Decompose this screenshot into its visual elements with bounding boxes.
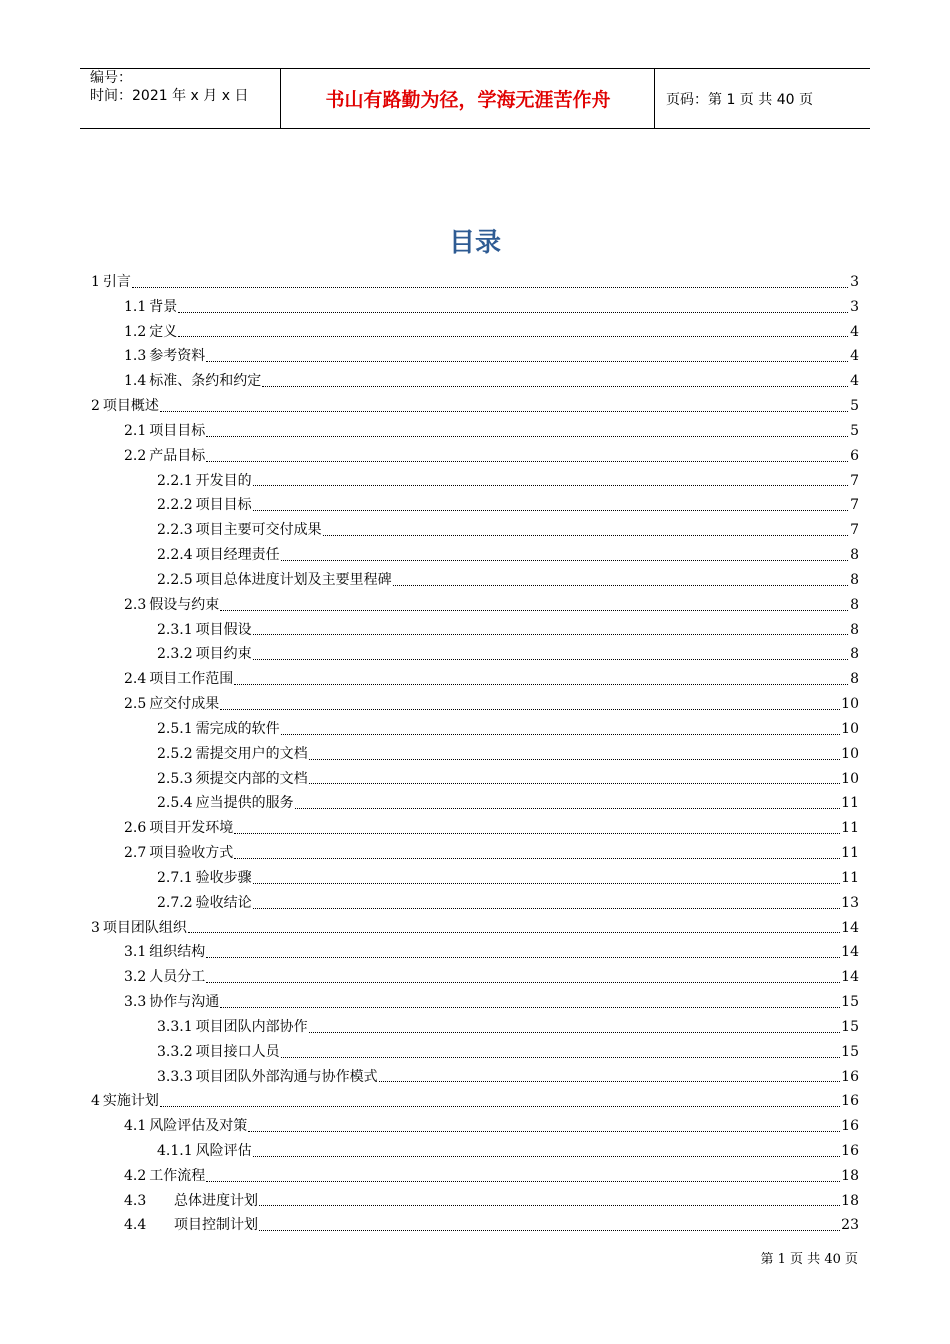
toc-leader-dots <box>220 609 848 611</box>
toc-entry[interactable] <box>91 344 859 369</box>
toc-entry-title: 标准、条约和约定 <box>149 373 262 390</box>
toc-entry-title: 风险评估 <box>195 1142 252 1159</box>
toc-entry[interactable] <box>91 493 859 518</box>
header-meta <box>90 69 280 105</box>
toc-entry-number: 3.3.1 <box>157 1018 193 1035</box>
toc-entry-title: 验收结论 <box>195 894 252 911</box>
toc-entry-title: 项目验收方式 <box>149 845 234 862</box>
toc-entry-title: 项目经理责任 <box>195 547 280 564</box>
page-header <box>80 68 870 129</box>
toc-entry-title: 定义 <box>149 323 178 340</box>
toc-entry-number: 2.5.3 <box>157 770 193 787</box>
toc-entry-title: 参考资料 <box>149 348 206 365</box>
toc-entry-page: 7 <box>850 497 859 514</box>
toc-entry-title: 总体进度计划 <box>174 1192 258 1209</box>
toc-entry-number: 1 <box>91 274 100 290</box>
toc-entry-number: 2.3 <box>124 596 147 613</box>
toc-entry[interactable] <box>91 369 859 394</box>
toc-entry-number: 2.1 <box>124 422 147 439</box>
toc-leader-dots <box>206 956 840 958</box>
toc-leader-dots <box>253 509 848 511</box>
toc-entry-title: 项目接口人员 <box>195 1043 280 1060</box>
toc-entry-page: 16 <box>841 1068 859 1085</box>
toc-leader-dots <box>206 435 848 437</box>
toc-entry-page: 10 <box>841 770 859 787</box>
document-date: 时间：2021 年 x 月 x 日 <box>90 88 249 104</box>
toc-entry-page: 11 <box>841 869 859 886</box>
toc-entry[interactable] <box>91 419 859 444</box>
toc-leader-dots <box>132 286 848 288</box>
toc-entry-title: 背景 <box>149 298 178 315</box>
toc-entry[interactable] <box>91 742 859 767</box>
toc-entry-page: 16 <box>841 1093 859 1110</box>
toc-leader-dots <box>206 460 848 462</box>
toc-entry-page: 11 <box>841 820 859 837</box>
toc-entry-number: 3.3.3 <box>157 1068 193 1085</box>
toc-entry[interactable] <box>91 1015 859 1040</box>
toc-entry-page: 8 <box>850 646 859 663</box>
toc-leader-dots <box>178 335 848 337</box>
page-footer: 第 1 页 共 40 页 <box>760 1252 858 1267</box>
toc-entry-page: 3 <box>850 274 859 290</box>
toc-entry-title: 项目主要可交付成果 <box>195 522 322 539</box>
toc-entry-page: 16 <box>841 1142 859 1159</box>
toc-leader-dots <box>253 484 848 486</box>
toc-entry-title: 开发目的 <box>195 472 252 489</box>
toc-entry[interactable] <box>91 568 859 593</box>
toc-entry-number: 2.2 <box>124 447 147 464</box>
toc-entry[interactable] <box>91 469 859 494</box>
toc-entry-page: 5 <box>850 422 859 439</box>
toc-entry-page: 14 <box>841 969 859 986</box>
toc-entry-number: 4.2 <box>124 1167 147 1184</box>
toc-entry-number: 2.5.1 <box>157 720 193 737</box>
toc-entry-number: 2.7.1 <box>157 869 193 886</box>
toc-entry-title: 项目控制计划 <box>174 1217 258 1234</box>
toc-entry[interactable] <box>91 394 859 419</box>
toc-entry-title: 项目目标 <box>149 422 206 439</box>
toc-entry-title: 项目目标 <box>195 497 252 514</box>
toc-entry[interactable] <box>91 1189 859 1214</box>
toc-entry[interactable] <box>91 593 859 618</box>
toc-leader-dots <box>253 1155 841 1157</box>
toc-entry[interactable] <box>91 444 859 469</box>
toc-entry-title: 风险评估及对策 <box>149 1118 248 1135</box>
toc-leader-dots <box>281 733 841 735</box>
toc-entry-page: 13 <box>841 894 859 911</box>
toc-entry-number: 2.6 <box>124 820 147 837</box>
toc-leader-dots <box>259 1229 840 1231</box>
toc-entry[interactable] <box>91 543 859 568</box>
toc-leader-dots <box>309 1031 841 1033</box>
toc-entry[interactable] <box>91 320 859 345</box>
toc-leader-dots <box>253 907 841 909</box>
toc-leader-dots <box>206 1180 840 1182</box>
toc-entry-number: 1.1 <box>124 298 147 315</box>
toc-entry-page: 18 <box>841 1167 859 1184</box>
toc-entry-title: 须提交内部的文档 <box>195 770 308 787</box>
toc-entry-number: 2.3.1 <box>157 621 193 638</box>
toc-leader-dots <box>379 1080 841 1082</box>
toc-leader-dots <box>234 683 848 685</box>
toc-entry-page: 14 <box>841 919 859 936</box>
toc-entry[interactable] <box>91 891 859 916</box>
toc-entry-number: 4.4 <box>124 1217 147 1234</box>
toc-leader-dots <box>220 1006 840 1008</box>
header-divider <box>280 69 281 128</box>
toc-entry-page: 8 <box>850 547 859 564</box>
toc-leader-dots <box>281 559 848 561</box>
toc-entry[interactable] <box>91 990 859 1015</box>
toc-entry[interactable] <box>91 866 859 891</box>
toc-entry-title: 项目概述 <box>102 398 159 415</box>
toc-entry[interactable] <box>91 1040 859 1065</box>
toc-entry-page: 5 <box>850 398 859 415</box>
toc-entry-page: 23 <box>841 1217 859 1234</box>
toc-entry-page: 18 <box>841 1192 859 1209</box>
toc-entry[interactable] <box>91 1139 859 1164</box>
toc-entry[interactable] <box>91 767 859 792</box>
toc-entry-title: 项目团队外部沟通与协作模式 <box>195 1068 378 1085</box>
toc-entry-title: 项目约束 <box>195 646 252 663</box>
toc-entry[interactable] <box>91 667 859 692</box>
toc-entry[interactable] <box>91 618 859 643</box>
toc-entry-title: 工作流程 <box>149 1167 206 1184</box>
toc-entry-number: 2.2.5 <box>157 571 193 588</box>
toc-leader-dots <box>309 782 841 784</box>
toc-entry-number: 2.5.2 <box>157 745 193 762</box>
toc-entry[interactable] <box>91 940 859 965</box>
toc-leader-dots <box>206 981 840 983</box>
toc-entry-title: 引言 <box>102 274 131 290</box>
document-number-label: 编号： <box>90 70 132 86</box>
table-of-contents <box>91 270 859 1238</box>
toc-entry-title: 项目团队组织 <box>102 919 187 936</box>
toc-leader-dots <box>248 1130 840 1132</box>
header-motto: 书山有路勤为径，学海无涯苦作舟 <box>325 89 611 111</box>
toc-entry-number: 2.7 <box>124 845 147 862</box>
toc-entry-title: 需完成的软件 <box>195 720 280 737</box>
toc-entry[interactable] <box>91 270 859 295</box>
toc-entry[interactable] <box>91 1065 859 1090</box>
toc-leader-dots <box>253 882 841 884</box>
toc-entry-title: 项目开发环境 <box>149 820 234 837</box>
toc-entry-page: 8 <box>850 596 859 613</box>
toc-entry-number: 1.3 <box>124 348 147 365</box>
toc-entry-page: 3 <box>850 298 859 315</box>
toc-entry[interactable] <box>91 916 859 941</box>
toc-entry[interactable] <box>91 841 859 866</box>
toc-leader-dots <box>259 1204 840 1206</box>
toc-leader-dots <box>262 385 848 387</box>
toc-entry-page: 11 <box>841 795 859 812</box>
toc-entry-page: 15 <box>841 1018 859 1035</box>
toc-entry-number: 3.3 <box>124 994 147 1011</box>
toc-entry-page: 8 <box>850 621 859 638</box>
toc-leader-dots <box>253 658 848 660</box>
toc-leader-dots <box>206 360 848 362</box>
toc-entry-number: 2 <box>91 398 100 415</box>
toc-entry-number: 2.2.3 <box>157 522 193 539</box>
toc-entry[interactable] <box>91 518 859 543</box>
toc-entry-title: 应交付成果 <box>149 696 220 713</box>
header-divider <box>654 69 655 128</box>
toc-leader-dots <box>323 534 848 536</box>
toc-entry-number: 2.3.2 <box>157 646 193 663</box>
toc-leader-dots <box>160 410 848 412</box>
toc-entry-page: 4 <box>850 348 859 365</box>
toc-entry-number: 2.4 <box>124 671 147 688</box>
toc-entry-number: 2.7.2 <box>157 894 193 911</box>
toc-entry-number: 4.1.1 <box>157 1142 193 1159</box>
toc-entry-page: 15 <box>841 994 859 1011</box>
toc-leader-dots <box>220 708 840 710</box>
toc-entry-page: 7 <box>850 522 859 539</box>
toc-entry-page: 10 <box>841 696 859 713</box>
toc-entry-title: 项目假设 <box>195 621 252 638</box>
toc-entry-page: 7 <box>850 472 859 489</box>
toc-entry[interactable] <box>91 1164 859 1189</box>
toc-entry-page: 4 <box>850 323 859 340</box>
toc-entry-number: 3.3.2 <box>157 1043 193 1060</box>
toc-entry-title: 项目团队内部协作 <box>195 1018 308 1035</box>
toc-entry-number: 4 <box>91 1093 100 1110</box>
toc-entry[interactable] <box>91 1213 859 1238</box>
toc-entry-page: 10 <box>841 720 859 737</box>
toc-entry-title: 人员分工 <box>149 969 206 986</box>
toc-leader-dots <box>253 633 848 635</box>
toc-entry[interactable] <box>91 1114 859 1139</box>
toc-leader-dots <box>188 931 840 933</box>
toc-entry-number: 4.1 <box>124 1118 147 1135</box>
toc-entry-page: 6 <box>850 447 859 464</box>
toc-entry[interactable] <box>91 965 859 990</box>
toc-entry-number: 2.2.4 <box>157 547 193 564</box>
toc-entry[interactable] <box>91 295 859 320</box>
toc-entry[interactable] <box>91 692 859 717</box>
toc-leader-dots <box>234 832 840 834</box>
toc-entry[interactable] <box>91 1089 859 1114</box>
toc-entry-number: 1.4 <box>124 373 147 390</box>
toc-entry-title: 实施计划 <box>102 1093 159 1110</box>
toc-leader-dots <box>393 584 848 586</box>
toc-entry-number: 2.5.4 <box>157 795 193 812</box>
toc-entry[interactable] <box>91 642 859 667</box>
toc-entry-page: 8 <box>850 671 859 688</box>
toc-entry-number: 2.2.2 <box>157 497 193 514</box>
toc-entry-number: 4.3 <box>124 1192 147 1209</box>
toc-leader-dots <box>295 807 841 809</box>
toc-entry-number: 3.2 <box>124 969 147 986</box>
toc-leader-dots <box>160 1105 840 1107</box>
toc-entry-title: 项目总体进度计划及主要里程碑 <box>195 571 392 588</box>
toc-entry-number: 3.1 <box>124 944 147 961</box>
toc-entry-page: 14 <box>841 944 859 961</box>
header-page-info: 页码：第 1 页 共 40 页 <box>666 91 813 108</box>
toc-entry-number: 1.2 <box>124 323 147 340</box>
toc-entry-title: 组织结构 <box>149 944 206 961</box>
toc-entry-title: 需提交用户的文档 <box>195 745 308 762</box>
toc-entry-number: 2.5 <box>124 696 147 713</box>
toc-entry-title: 应当提供的服务 <box>195 795 294 812</box>
toc-entry-page: 15 <box>841 1043 859 1060</box>
toc-entry-title: 项目工作范围 <box>149 671 234 688</box>
toc-entry-page: 11 <box>841 845 859 862</box>
toc-leader-dots <box>281 1056 841 1058</box>
toc-title: 目录 <box>448 228 501 258</box>
toc-leader-dots <box>234 857 840 859</box>
toc-entry-page: 10 <box>841 745 859 762</box>
toc-entry-page: 8 <box>850 571 859 588</box>
toc-entry-page: 16 <box>841 1118 859 1135</box>
toc-entry[interactable] <box>91 717 859 742</box>
toc-entry-title: 假设与约束 <box>149 596 220 613</box>
toc-entry-title: 验收步骤 <box>195 869 252 886</box>
toc-entry-number: 3 <box>91 919 100 936</box>
toc-entry-page: 4 <box>850 373 859 390</box>
toc-entry-number: 2.2.1 <box>157 472 193 489</box>
toc-leader-dots <box>309 758 841 760</box>
toc-entry[interactable] <box>91 816 859 841</box>
toc-leader-dots <box>178 311 848 313</box>
toc-entry-title: 产品目标 <box>149 447 206 464</box>
toc-entry-title: 协作与沟通 <box>149 994 220 1011</box>
toc-entry[interactable] <box>91 791 859 816</box>
